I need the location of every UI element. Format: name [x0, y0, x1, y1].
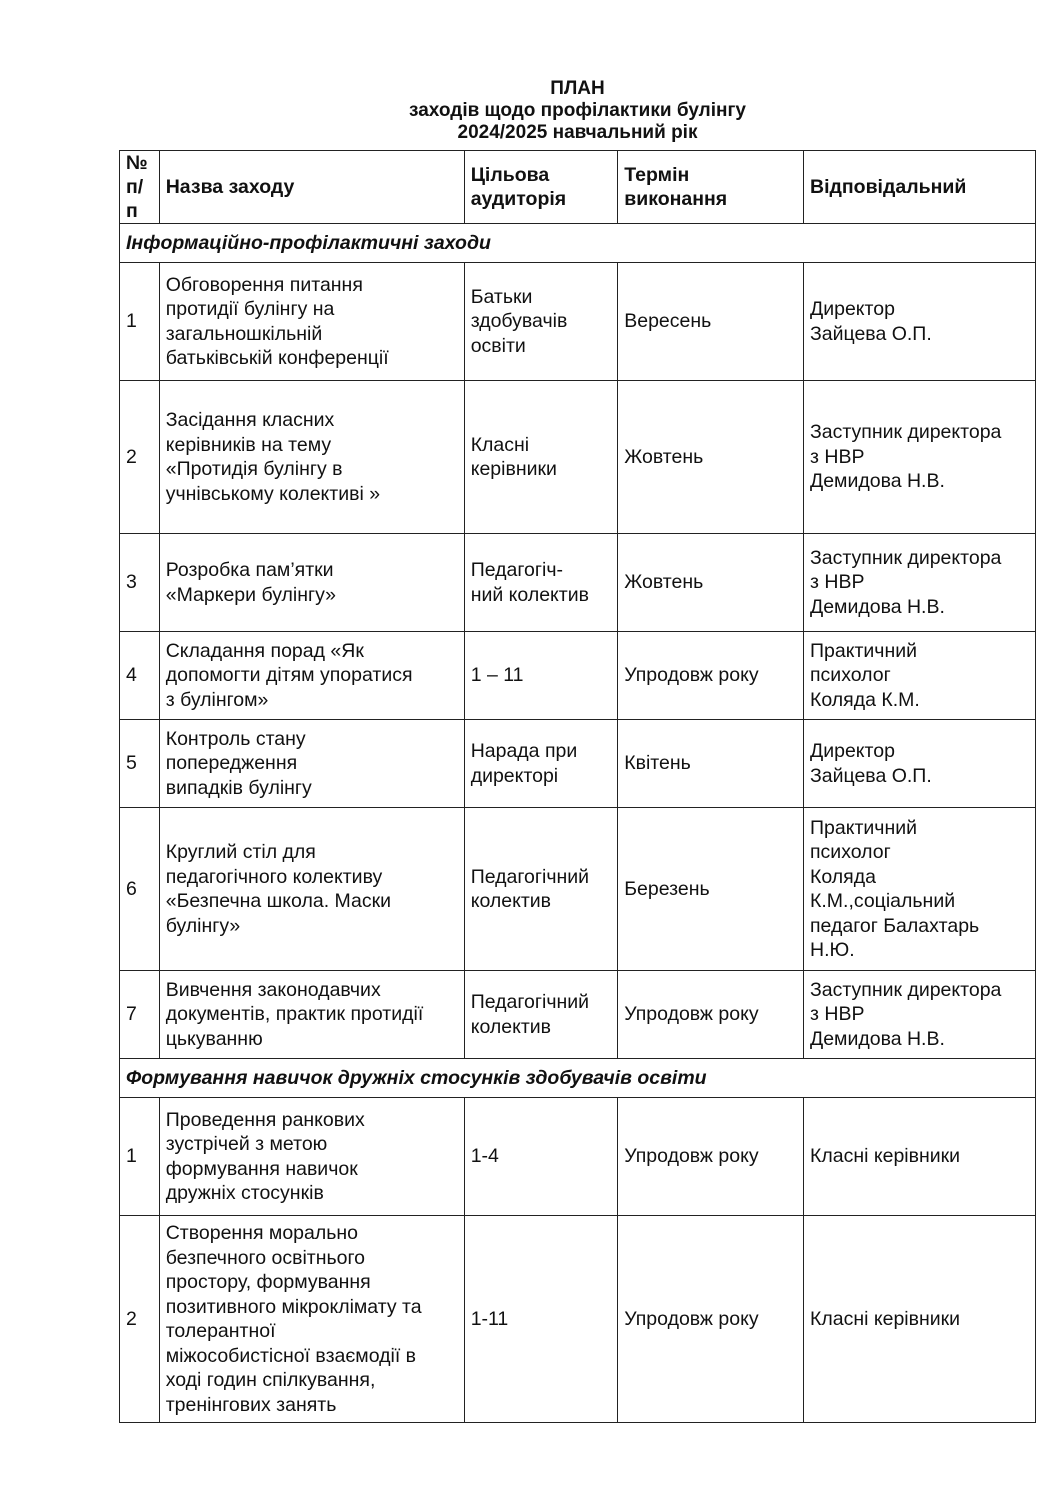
title-line-year: 2024/2025 навчальний рік — [457, 122, 698, 143]
section-heading-row — [120, 224, 1036, 263]
cell-event-name: Розробка пам’ятки «Маркери булінгу» — [159, 534, 464, 632]
section-title: Формування навичок дружніх стосунків здобувачів освіти — [120, 1059, 1036, 1098]
cell-number: 2 — [120, 1216, 160, 1423]
cell-number: 7 — [120, 971, 160, 1059]
cell-number: 5 — [120, 720, 160, 808]
cell-number: 2 — [120, 381, 160, 534]
cell-term: Жовтень — [618, 381, 804, 534]
cell-event-name: Створення морально безпечного освітнього простору, формування позитивного мікроклімату та толерантної міжособистісної взаємодії в ході годин спілкування, тренінгових занять — [159, 1216, 464, 1423]
cell-term: Упродовж року — [618, 1216, 804, 1423]
cell-number: 3 — [120, 534, 160, 632]
table-row — [120, 632, 1036, 720]
header-term: Термін виконання — [618, 151, 804, 224]
cell-responsible: Класні керівники — [804, 1216, 1036, 1423]
cell-audience: Педагогіч- ний колектив — [464, 534, 618, 632]
cell-responsible: Заступник директора з НВР Демидова Н.В. — [804, 381, 1036, 534]
table-row — [120, 381, 1036, 534]
table-row — [120, 720, 1036, 808]
cell-audience: Педагогічний колектив — [464, 808, 618, 971]
cell-event-name: Контроль стану попередження випадків булінгу — [159, 720, 464, 808]
cell-event-name: Проведення ранкових зустрічей з метою формування навичок дружніх стосунків — [159, 1098, 464, 1216]
cell-audience: Педагогічний колектив — [464, 971, 618, 1059]
header-audience: Цільова аудиторія — [464, 151, 618, 224]
cell-term: Упродовж року — [618, 971, 804, 1059]
table-row — [120, 808, 1036, 971]
cell-audience: 1-4 — [464, 1098, 618, 1216]
table-header-row — [120, 151, 1036, 224]
document-title — [120, 78, 1035, 144]
cell-audience: 1 – 11 — [464, 632, 618, 720]
cell-responsible: Заступник директора з НВР Демидова Н.В. — [804, 534, 1036, 632]
cell-responsible: Заступник директора з НВР Демидова Н.В. — [804, 971, 1036, 1059]
table-row — [120, 1216, 1036, 1423]
cell-responsible: Практичний психолог Коляда К.М. — [804, 632, 1036, 720]
cell-event-name: Обговорення питання протидії булінгу на загальношкільній батьківській конференції — [159, 263, 464, 381]
plan-table — [119, 150, 1036, 1423]
cell-audience: 1-11 — [464, 1216, 618, 1423]
cell-event-name: Складання порад «Як допомогти дітям упоратися з булінгом» — [159, 632, 464, 720]
cell-event-name: Засідання класних керівників на тему «Протидія булінгу в учнівському колективі » — [159, 381, 464, 534]
cell-audience: Класні керівники — [464, 381, 618, 534]
title-line-plan: ПЛАН — [550, 78, 605, 99]
cell-audience: Батьки здобувачів освіти — [464, 263, 618, 381]
cell-term: Березень — [618, 808, 804, 971]
cell-number: 1 — [120, 263, 160, 381]
table-row — [120, 971, 1036, 1059]
cell-responsible: Директор Зайцева О.П. — [804, 720, 1036, 808]
header-event-name: Назва заходу — [159, 151, 464, 224]
cell-number: 6 — [120, 808, 160, 971]
cell-event-name: Вивчення законодавчих документів, практик протидії цькуванню — [159, 971, 464, 1059]
cell-term: Квітень — [618, 720, 804, 808]
table-row — [120, 1098, 1036, 1216]
header-responsible: Відповідальний — [804, 151, 1036, 224]
header-number: № п/п — [120, 151, 160, 224]
cell-number: 1 — [120, 1098, 160, 1216]
cell-responsible: Директор Зайцева О.П. — [804, 263, 1036, 381]
cell-term: Жовтень — [618, 534, 804, 632]
cell-responsible: Практичний психолог Коляда К.М.,соціальний педагог Балахтарь Н.Ю. — [804, 808, 1036, 971]
cell-term: Упродовж року — [618, 1098, 804, 1216]
section-heading-row — [120, 1059, 1036, 1098]
cell-term: Вересень — [618, 263, 804, 381]
cell-term: Упродовж року — [618, 632, 804, 720]
table-row — [120, 263, 1036, 381]
table-row — [120, 534, 1036, 632]
cell-event-name: Круглий стіл для педагогічного колективу «Безпечна школа. Маски булінгу» — [159, 808, 464, 971]
cell-responsible: Класні керівники — [804, 1098, 1036, 1216]
title-line-subject: заходів щодо профілактики булінгу — [409, 100, 746, 121]
section-title: Інформаційно-профілактичні заходи — [120, 224, 1036, 263]
cell-audience: Нарада при директорі — [464, 720, 618, 808]
cell-number: 4 — [120, 632, 160, 720]
